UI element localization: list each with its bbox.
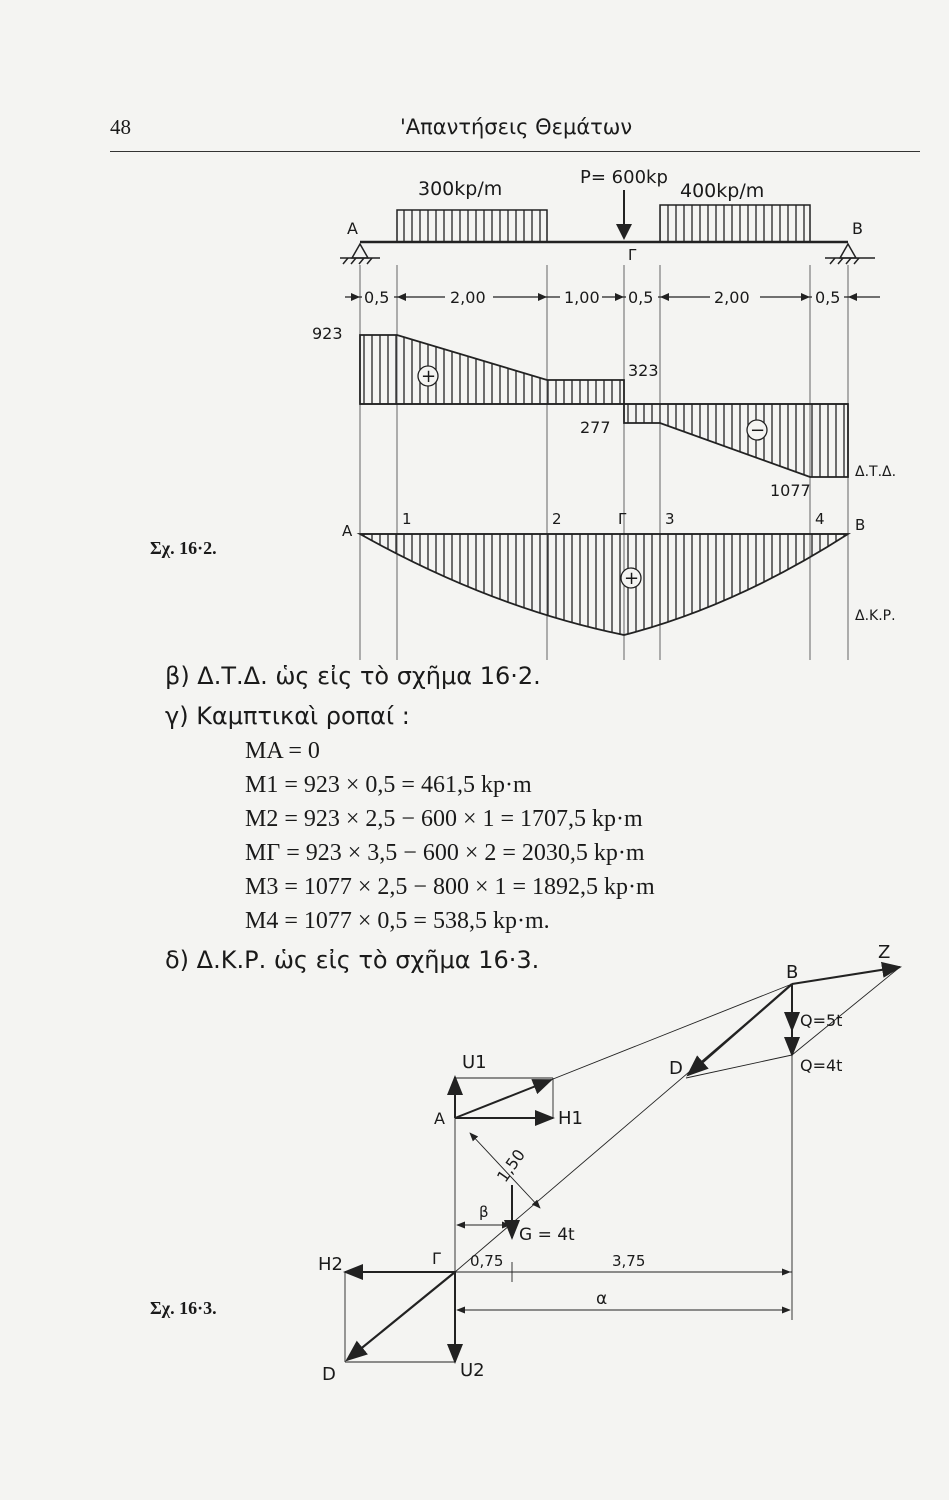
dim-2: 2,00 [450, 288, 486, 307]
label-beta: β [479, 1203, 489, 1221]
moment-area [360, 534, 848, 635]
right-distributed-load [660, 205, 810, 242]
label-gamma: Γ [432, 1249, 441, 1268]
shear-value-277: 277 [580, 418, 611, 437]
moment-point-b: B [855, 516, 866, 534]
support-a-label: A [347, 219, 358, 238]
gamma-label: Γ [628, 246, 637, 264]
left-distributed-load [397, 210, 547, 242]
point-load-label: P= 600kp [580, 167, 668, 188]
page-title: 'Απαντήσεις Θεμάτων [400, 115, 633, 139]
equation-mgamma: MΓ = 923 × 3,5 − 600 × 2 = 2030,5 kp·m [245, 840, 645, 866]
label-b: B [786, 962, 799, 983]
moment-point-4: 4 [815, 510, 825, 528]
label-q5: Q=5t [800, 1011, 843, 1030]
dim-4: 0,5 [628, 288, 654, 307]
label-g: G = 4t [519, 1225, 575, 1245]
label-q4: Q=4t [800, 1056, 843, 1075]
shear-positive-area [360, 335, 624, 404]
moment-diagram-label: Δ.Κ.Ρ. [855, 608, 896, 624]
dim-3: 1,00 [564, 288, 600, 307]
gamma-line: γ) Καμπτικαὶ ροπαί : [165, 702, 410, 730]
equation-m4: M4 = 1077 × 0,5 = 538,5 kp·m. [245, 908, 550, 934]
label-a: A [434, 1109, 445, 1128]
moment-point-gamma: Γ [618, 510, 627, 528]
dim-6: 0,5 [815, 288, 841, 307]
shear-minus-sign: − [750, 420, 766, 441]
shear-plus-sign: + [421, 366, 437, 387]
beta-line: β) Δ.Τ.Δ. ὡς εἰς τὸ σχῆμα 16·2. [165, 662, 541, 690]
shear-value-1077: 1077 [770, 481, 811, 500]
label-d-lower: D [322, 1364, 336, 1385]
equation-ma: MA = 0 [245, 738, 320, 764]
label-u1: U1 [462, 1052, 487, 1073]
moment-point-3: 3 [665, 510, 675, 528]
label-d-upper: D [669, 1058, 683, 1079]
shear-diagram-label: Δ.Τ.Δ. [855, 464, 897, 480]
equation-m3: M3 = 1077 × 2,5 − 800 × 1 = 1892,5 kp·m [245, 874, 655, 900]
label-h2: H2 [318, 1254, 343, 1275]
equation-m1: M1 = 923 × 0,5 = 461,5 kp·m [245, 772, 532, 798]
moment-point-2: 2 [552, 510, 562, 528]
dim-1: 0,5 [364, 288, 390, 307]
shear-value-323: 323 [628, 361, 659, 380]
moment-point-a: A [342, 522, 353, 540]
label-alpha: α [596, 1289, 608, 1309]
moment-point-1: 1 [402, 510, 412, 528]
label-u2: U2 [460, 1360, 485, 1381]
figure-16-3-caption: Σχ. 16·3. [150, 1298, 217, 1318]
figure-16-2-caption: Σχ. 16·2. [150, 538, 217, 558]
label-075: 0,75 [470, 1252, 504, 1270]
page-number: 48 [110, 115, 131, 139]
label-len: 1,50 [492, 1145, 529, 1186]
shear-value-923: 923 [312, 324, 343, 343]
right-load-label: 400kp/m [680, 180, 765, 202]
moment-plus-sign: + [624, 568, 640, 589]
label-z: Z [878, 942, 891, 963]
support-a-icon [340, 244, 380, 264]
label-375: 3,75 [612, 1252, 646, 1270]
support-b-label: B [852, 219, 863, 238]
figure-16-2 [0, 0, 949, 660]
dim-5: 2,00 [714, 288, 750, 307]
shear-negative-area [624, 404, 848, 477]
equation-m2: M2 = 923 × 2,5 − 600 × 1 = 1707,5 kp·m [245, 806, 643, 832]
left-load-label: 300kp/m [418, 178, 503, 200]
label-h1: H1 [558, 1108, 583, 1129]
delta-line: δ) Δ.Κ.Ρ. ὡς εἰς τὸ σχῆμα 16·3. [165, 946, 540, 974]
support-b-icon [825, 244, 875, 264]
